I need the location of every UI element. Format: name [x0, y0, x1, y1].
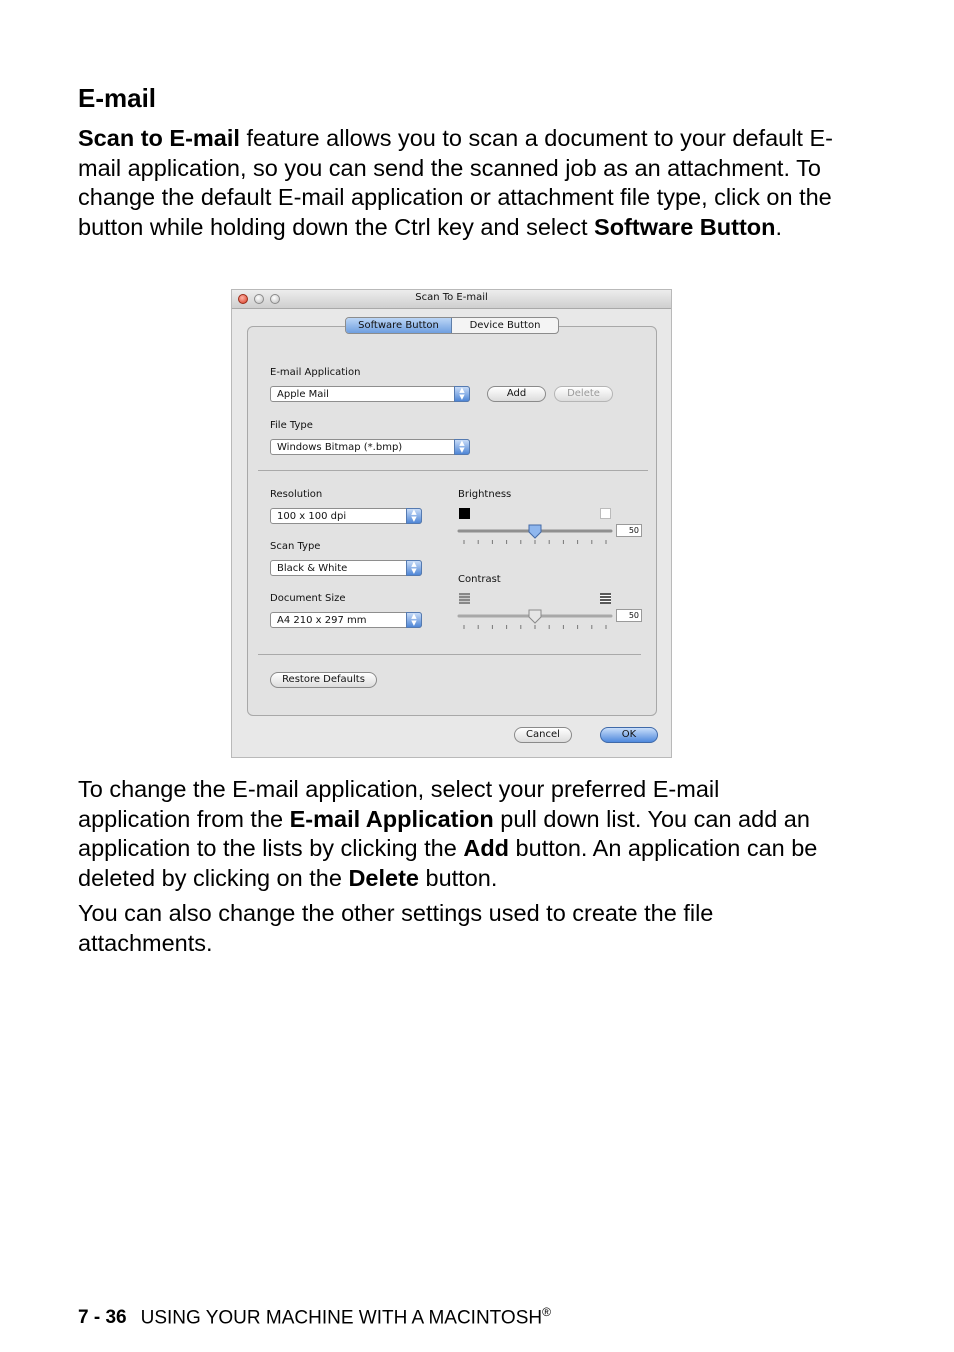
email-application-paragraph	[78, 775, 838, 893]
dark-swatch-icon	[459, 508, 470, 519]
para2-bold-email-application: E-mail Application	[289, 805, 494, 832]
contrast-label: Contrast	[458, 574, 501, 585]
select-arrows-icon: ▲ ▼	[454, 386, 470, 402]
registered-mark: ®	[542, 1305, 551, 1319]
file-type-select[interactable]	[270, 439, 470, 455]
tab-device-button[interactable]: Device Button	[469, 320, 541, 331]
page-number: 7 - 36	[78, 1307, 127, 1329]
light-swatch-icon	[600, 508, 611, 519]
file-type-value: Windows Bitmap (*.bmp)	[277, 442, 403, 453]
dialog-titlebar	[232, 290, 671, 309]
contrast-thumb[interactable]	[529, 610, 541, 623]
email-application-select[interactable]	[270, 386, 470, 402]
para2-text-3: button. An application can be deleted by clicking on the	[78, 835, 818, 891]
select-arrows-icon: ▲ ▼	[406, 612, 422, 628]
resolution-value: 100 x 100 dpi	[277, 511, 347, 522]
cancel-button[interactable]: Cancel	[514, 727, 572, 743]
intro-bold-software-button: Software Button	[594, 213, 776, 240]
contrast-slider[interactable]	[458, 609, 614, 635]
tab-software-button[interactable]: Software Button	[346, 318, 452, 333]
resolution-select[interactable]	[270, 508, 422, 524]
resolution-label: Resolution	[270, 489, 323, 500]
para2-text-2: pull down list. You can add an application to the lists by clicking the	[78, 805, 810, 861]
intro-bold-scan-to-email: Scan to E-mail	[78, 125, 240, 151]
select-arrows-icon: ▲ ▼	[454, 439, 470, 455]
button-mode-tabs	[345, 317, 559, 334]
para2-text-4: button.	[418, 864, 498, 891]
document-size-label: Document Size	[270, 593, 346, 604]
brightness-ticks	[464, 540, 606, 544]
para2-bold-delete: Delete	[348, 864, 419, 891]
para2-bold-add: Add	[463, 835, 510, 861]
scan-type-value: Black & White	[277, 563, 348, 574]
file-type-label: File Type	[270, 420, 313, 431]
delete-button[interactable]: Delete	[554, 386, 613, 402]
brightness-label: Brightness	[458, 489, 512, 500]
section-heading: E-mail	[78, 83, 157, 113]
intro-text-1: feature allows you to scan a document to your default E-mail application, so you can send the scanned job as an attachment. To change the default E-mail application or attachment file type, click on the button while holding down the Ctrl key and select	[78, 125, 833, 240]
document-size-value: A4 210 x 297 mm	[277, 615, 367, 626]
other-settings-paragraph: You can also change the other settings used to create the file attachments.	[78, 900, 714, 956]
restore-defaults-button[interactable]: Restore Defaults	[270, 672, 377, 688]
brightness-value-field[interactable]: 50	[616, 524, 642, 537]
contrast-value-field[interactable]: 50	[616, 609, 642, 622]
scan-type-select[interactable]	[270, 560, 422, 576]
scan-to-email-dialog	[231, 289, 672, 758]
document-size-select[interactable]	[270, 612, 422, 628]
brightness-thumb[interactable]	[529, 525, 541, 538]
email-application-value: Apple Mail	[277, 389, 329, 400]
high-contrast-icon	[600, 593, 611, 604]
para2-text-1: To change the E-mail application, select your preferred E-mail application from the	[78, 776, 720, 832]
dialog-title: Scan To E-mail	[415, 292, 488, 303]
page-footer	[78, 1300, 551, 1330]
low-contrast-icon	[459, 593, 470, 604]
scan-type-label: Scan Type	[270, 541, 321, 552]
select-arrows-icon: ▲ ▼	[406, 560, 422, 576]
add-button[interactable]: Add	[487, 386, 546, 402]
contrast-ticks	[464, 625, 606, 629]
email-application-label: E-mail Application	[270, 367, 361, 378]
intro-paragraph	[78, 124, 838, 242]
intro-text-2: .	[775, 213, 783, 240]
select-arrows-icon: ▲ ▼	[406, 508, 422, 524]
chapter-title: USING YOUR MACHINE WITH A MACINTOSH	[140, 1307, 543, 1329]
ok-button[interactable]: OK	[600, 727, 658, 743]
separator-bottom	[258, 654, 641, 655]
brightness-slider[interactable]	[458, 524, 614, 550]
separator-top	[258, 470, 648, 471]
